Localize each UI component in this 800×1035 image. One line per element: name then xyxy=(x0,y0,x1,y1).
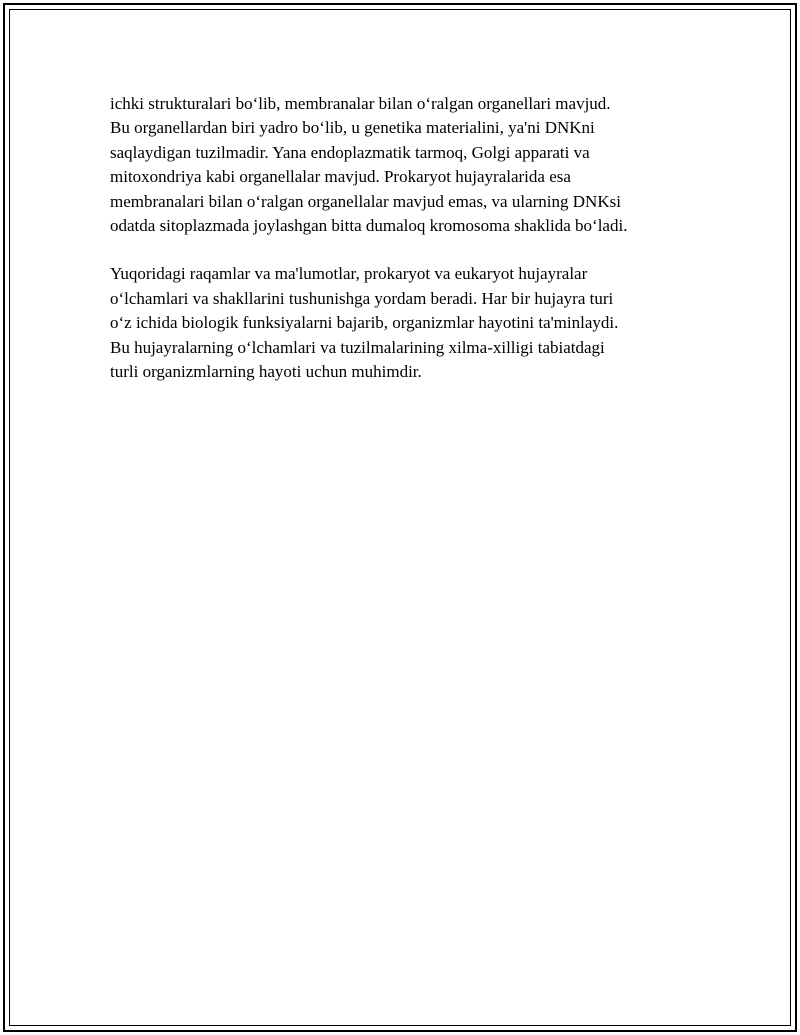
text-line: membranalari bilan o‘ralgan organellalar mavjud emas, va ularning DNKsi xyxy=(110,191,621,211)
text-line: odatda sitoplazmada joylashgan bitta dumaloq kromosoma shaklida bo‘ladi. xyxy=(110,216,628,236)
text-line: Bu organellardan biri yadro bo‘lib, u genetika materialini, ya'ni DNKni xyxy=(110,118,595,138)
document-body xyxy=(110,92,700,408)
text-line: o‘z ichida biologik funksiyalarni bajarib, organizmlar hayotini ta'minlaydi. xyxy=(110,313,619,333)
paragraph-conclusion xyxy=(110,262,700,384)
text-line: ichki strukturalari bo‘lib, membranalar bilan o‘ralgan organellari mavjud. xyxy=(110,94,611,113)
text-line: Yuqoridagi raqamlar va ma'lumotlar, prokaryot va eukaryot hujayralar xyxy=(110,264,588,284)
text-line: Bu hujayralarning o‘lchamlari va tuzilmalarining xilma-xilligi tabiatdagi xyxy=(110,337,605,357)
text-line: mitoxondriya kabi organellalar mavjud. Prokaryot hujayralarida esa xyxy=(110,167,571,187)
text-line: turli organizmlarning hayoti uchun muhimdir. xyxy=(110,362,422,382)
text-line: saqlaydigan tuzilmadir. Yana endoplazmatik tarmoq, Golgi apparati va xyxy=(110,142,590,162)
text-line: o‘lchamlari va shakllarini tushunishga yordam beradi. Har bir hujayra turi xyxy=(110,288,614,308)
paragraph-cell-organelles xyxy=(110,92,700,238)
